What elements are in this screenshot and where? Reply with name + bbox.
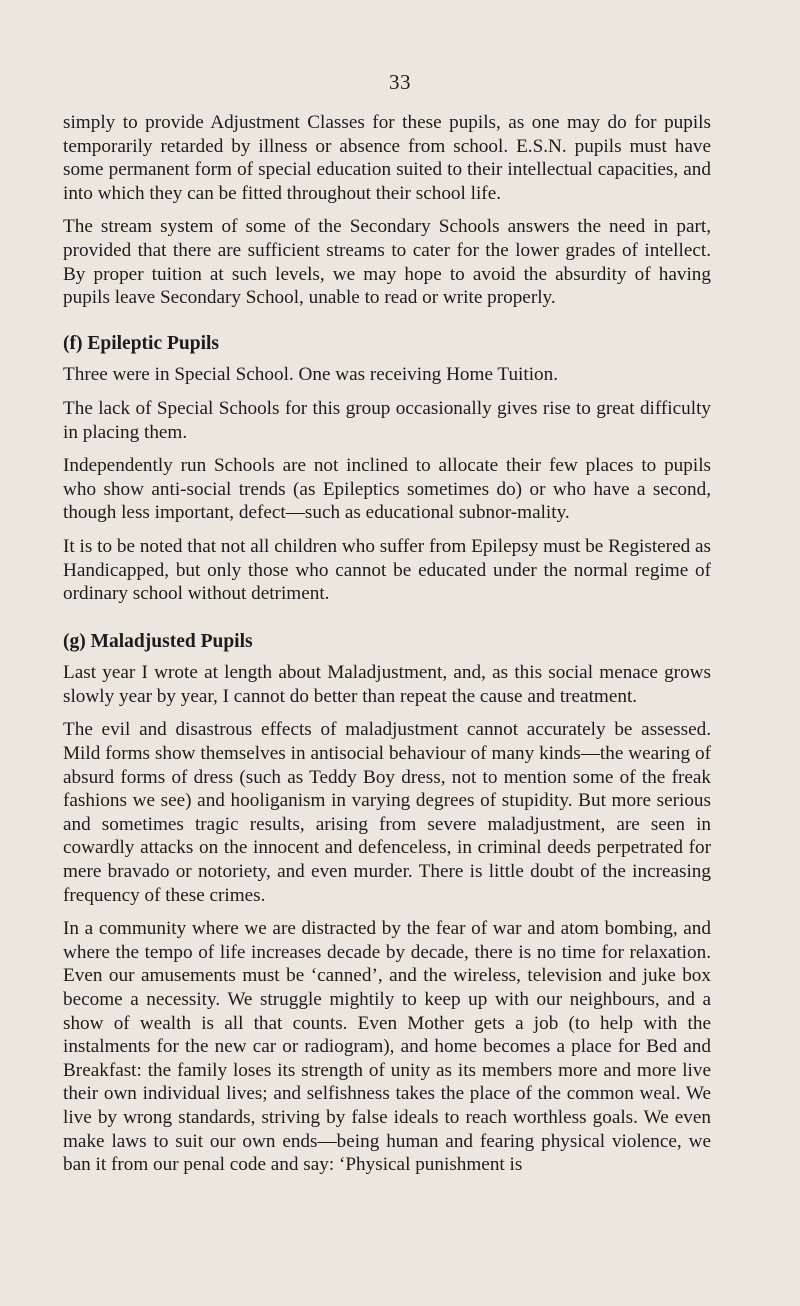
paragraph-epileptic-1: Three were in Special School. One was receiving Home Tuition.: [63, 364, 559, 386]
paragraph-maladjusted-1: Last year I wrote at length about Maladjustment, and, as this social menace grows slowly year by year, I cannot do better than repeat the cause and treatment.: [63, 662, 711, 707]
paragraph-epileptic-2: The lack of Special Schools for this group occasionally gives rise to great difficulty in placing them.: [63, 397, 711, 443]
paragraph-intro-1: simply to provide Adjustment Classes for these pupils, as one may do for pupils temporarily retarded by illness or absence from school. E.S.N. pupils must have some permanent form of special education suited to their intellectual capacities, and into which they can be fitted throughout their school life.: [63, 112, 711, 204]
body-text: [63, 111, 711, 1187]
paragraph-maladjusted-3: In a community where we are distracted by the fear of war and atom bombing, and where the tempo of life increases decade by decade, there is no time for relaxation. Even our amusements must be ‘canned’, and the wireless, television and juke box become a necessity. We struggle mightily to keep up with our neighbours, and a show of wealth is all that counts. Even Mother gets a job (to help with the instalments for the new car or radiogram), and home becomes a place for Bed and Breakfast: the family loses its strength of unity as its members more and more live their own individual lives; and selfishness takes the place of the common weal. We live by wrong standards, striving by false ideals to reach worthless goals. We even make laws to suit our own ends—being human and fearing physical violence, we ban it from our penal code and say: ‘Physical punishment is: [63, 918, 711, 1176]
paragraph-maladjusted-2: The evil and disastrous effects of maladjustment cannot accurately be assessed. Mild forms show themselves in antisocial behaviour of many kinds—the wearing of absurd forms of dress (such as Teddy Boy dress, not to mention some of the freak fashions we see) and hooliganism in varying degrees of stupidity. But more serious and sometimes tragic results, arising from severe maladjustment, are seen in cowardly attacks on the innocent and defenceless, in criminal deeds perpetrated for mere bravado or notoriety, and even murder. There is little doubt of the increasing frequency of these crimes.: [63, 719, 711, 906]
section-heading-epileptic-pupils: (f) Epileptic Pupils: [63, 332, 220, 354]
paragraph-epileptic-4: It is to be noted that not all children who suffer from Epilepsy must be Registered as Handicapped, but only those who cannot be educated under the normal regime of ordinary school without detriment.: [63, 535, 711, 605]
paragraph-epileptic-3: Independently run Schools are not inclined to allocate their few places to pupils who show anti-social trends (as Epileptics sometimes do) or who have a second, though less important, defect—such as educational subnor-mality.: [63, 455, 711, 524]
page-number: 33: [389, 70, 411, 94]
section-heading-maladjusted-pupils: (g) Maladjusted Pupils: [63, 630, 253, 652]
section-epileptic-pupils: [63, 363, 711, 605]
paragraph-intro-2: The stream system of some of the Secondary Schools answers the need in part, provided that there are sufficient streams to cater for the lower grades of intellect. By proper tuition at such levels, we may hope to avoid the absurdity of having pupils leave Secondary School, unable to read or write properly.: [63, 216, 711, 309]
section-maladjusted-pupils: [63, 661, 711, 1176]
